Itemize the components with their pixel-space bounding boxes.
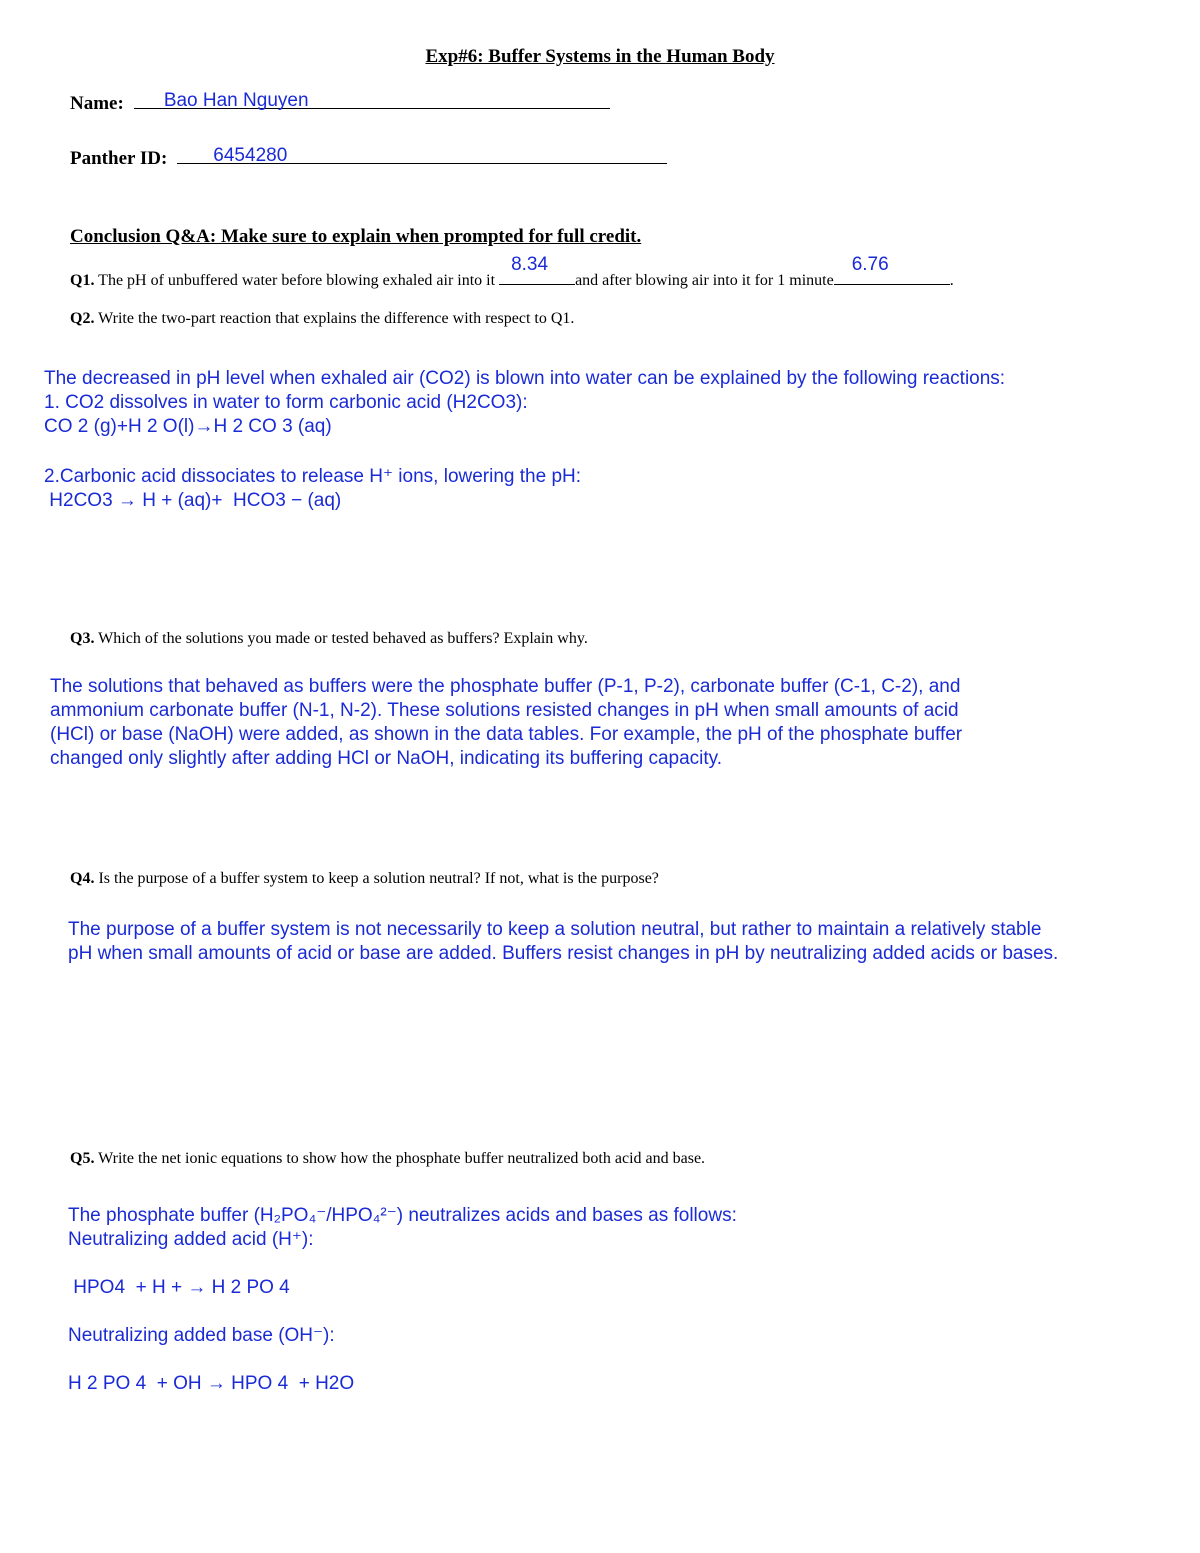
q1-row xyxy=(70,254,954,290)
conclusion-heading: Conclusion Q&A: Make sure to explain when prompted for full credit. xyxy=(70,226,642,247)
q2-question xyxy=(70,310,574,328)
q2-answer xyxy=(44,367,1005,513)
q4-answer-line: pH when small amounts of acid or base are added. Buffers resist changes in pH by neutralizing added acids or bases. xyxy=(68,943,1059,964)
q1-before-value: 8.34 xyxy=(511,254,549,275)
q2-answer-line: The decreased in pH level when exhaled air (CO2) is blown into water can be explained by the following reactions: xyxy=(44,368,1006,389)
q1-text-b: and after blowing air into it for 1 minute xyxy=(575,272,834,289)
q2-answer-line: 1. CO2 dissolves in water to form carbonic acid (H2CO3): xyxy=(44,392,528,413)
q5-answer-line: Neutralizing added base (OH⁻): xyxy=(68,1325,335,1346)
q1-after-value: 6.76 xyxy=(851,254,889,275)
name-value: Bao Han Nguyen xyxy=(163,90,309,111)
q5-text: Write the net ionic equations to show how the phosphate buffer neutralized both acid and base. xyxy=(98,1150,706,1167)
name-line[interactable] xyxy=(134,90,610,109)
q5-answer-line: The phosphate buffer (H₂PO₄⁻/HPO₄²⁻) neutralizes acids and bases as follows: xyxy=(68,1205,737,1226)
q2-answer-line: CO 2 (g)+H 2 O(l)→H 2 CO 3 (aq) xyxy=(44,416,332,437)
q1-before-field[interactable] xyxy=(499,254,575,285)
q4-number: Q4. xyxy=(70,870,95,887)
q2-answer-line: H2CO3 → H + (aq)+ HCO3 − (aq) xyxy=(44,490,342,511)
q1-number: Q1. xyxy=(70,272,95,289)
q3-answer-line: The solutions that behaved as buffers were the phosphate buffer (P-1, P-2), carbonate buffer (C-1, C-2), and xyxy=(50,676,961,697)
name-label: Name: xyxy=(70,93,124,114)
q1-text-a: The pH of unbuffered water before blowing exhaled air into it xyxy=(98,272,496,289)
q4-question xyxy=(70,870,659,888)
q5-answer-line: Neutralizing added acid (H⁺): xyxy=(68,1229,314,1250)
q3-answer-line: (HCl) or base (NaOH) were added, as shown in the data tables. For example, the pH of the phosphate buffer xyxy=(50,724,963,745)
q5-answer-line: H 2 PO 4 + OH → HPO 4 + H2O xyxy=(68,1373,355,1394)
q5-answer xyxy=(68,1204,737,1396)
q4-answer-line: The purpose of a buffer system is not necessarily to keep a solution neutral, but rather to maintain a relatively stable xyxy=(68,919,1042,940)
q2-text: Write the two-part reaction that explains the difference with respect to Q1. xyxy=(98,310,575,327)
q3-text: Which of the solutions you made or tested behaved as buffers? Explain why. xyxy=(98,630,588,647)
q3-number: Q3. xyxy=(70,630,95,647)
q5-question xyxy=(70,1150,705,1168)
panther-row xyxy=(70,145,667,170)
q3-question xyxy=(70,630,588,648)
q2-number: Q2. xyxy=(70,310,95,327)
q3-answer-line: ammonium carbonate buffer (N-1, N-2). These solutions resisted changes in pH when small amounts of acid xyxy=(50,700,959,721)
q5-number: Q5. xyxy=(70,1150,95,1167)
q4-answer xyxy=(68,918,1058,966)
q5-answer-line: HPO4 + H + → H 2 PO 4 xyxy=(68,1277,290,1298)
name-row xyxy=(70,90,610,115)
document-title: Exp#6: Buffer Systems in the Human Body xyxy=(425,46,775,67)
panther-label: Panther ID: xyxy=(70,148,168,169)
q3-answer xyxy=(50,675,962,771)
q2-answer-line: 2.Carbonic acid dissociates to release H⁺ ions, lowering the pH: xyxy=(44,466,582,487)
panther-value: 6454280 xyxy=(213,145,288,166)
q4-text: Is the purpose of a buffer system to keep a solution neutral? If not, what is the purpose? xyxy=(98,870,659,887)
panther-line[interactable] xyxy=(177,145,667,164)
q1-after-field[interactable] xyxy=(834,254,950,285)
q3-answer-line: changed only slightly after adding HCl or NaOH, indicating its buffering capacity. xyxy=(50,748,723,769)
q1-end: . xyxy=(949,272,954,289)
